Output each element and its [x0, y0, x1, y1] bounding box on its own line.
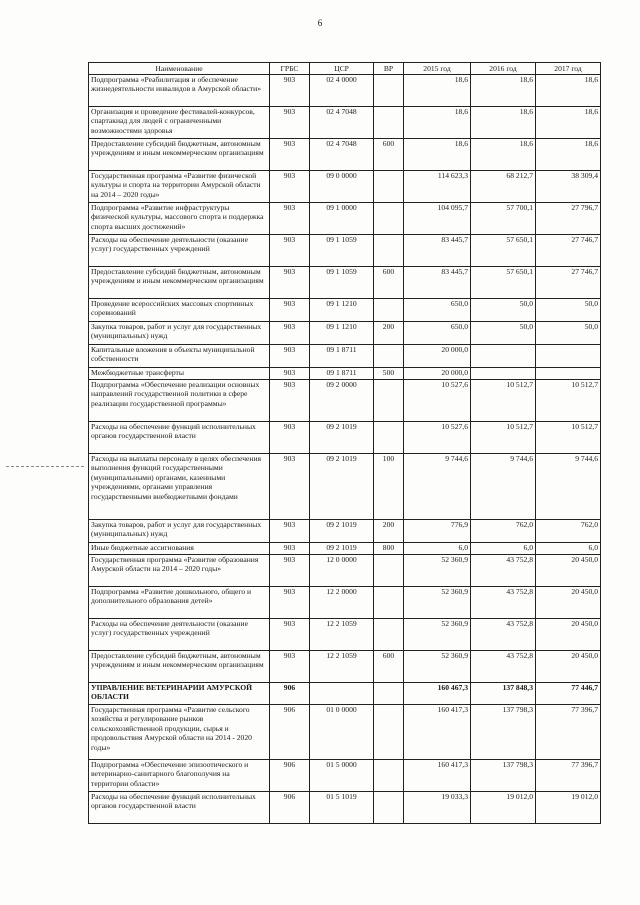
cell-2017: 77 446,7 — [536, 683, 601, 705]
cell-vr — [374, 171, 404, 203]
cell-2015: 52 360,9 — [404, 619, 471, 651]
cell-name: УПРАВЛЕНИЕ ВЕТЕРИНАРИИ АМУРСКОЙ ОБЛАСТИ — [89, 683, 270, 705]
table-row — [89, 368, 601, 380]
table-row — [89, 235, 601, 267]
margin-dash-mark — [6, 466, 84, 467]
header-2015: 2015 год — [404, 63, 471, 75]
cell-2015: 83 445,7 — [404, 267, 471, 299]
cell-2015: 52 360,9 — [404, 651, 471, 683]
cell-2016: 57 700,1 — [471, 203, 536, 235]
cell-2015: 19 033,3 — [404, 792, 471, 824]
header-2017: 2017 год — [536, 63, 601, 75]
table-row — [89, 543, 601, 555]
cell-name: Подпрограмма «Развитие дошкольного, общего и дополнительного образования детей» — [89, 587, 270, 619]
cell-vr — [374, 683, 404, 705]
cell-name: Расходы на обеспечение функций исполнительных органов государственной власти — [89, 422, 270, 454]
cell-name: Расходы на обеспечение деятельности (оказание услуг) государственных учреждений — [89, 235, 270, 267]
cell-name: Расходы на обеспечение функций исполнительных органов государственной власти — [89, 792, 270, 824]
cell-2017 — [536, 368, 601, 380]
cell-csr: 09 1 0000 — [310, 203, 374, 235]
cell-2015: 160 417,3 — [404, 705, 471, 760]
table-row — [89, 422, 601, 454]
cell-2017: 27 746,7 — [536, 267, 601, 299]
cell-vr: 200 — [374, 322, 404, 345]
table-row — [89, 705, 601, 760]
header-vr: ВР — [374, 63, 404, 75]
cell-vr: 800 — [374, 543, 404, 555]
cell-2015: 104 095,7 — [404, 203, 471, 235]
table-row — [89, 139, 601, 171]
cell-grbs: 903 — [270, 555, 310, 587]
cell-vr — [374, 555, 404, 587]
cell-2017: 20 450,0 — [536, 587, 601, 619]
cell-vr — [374, 203, 404, 235]
cell-grbs: 903 — [270, 299, 310, 322]
cell-2016: 10 512,7 — [471, 380, 536, 422]
table-row — [89, 555, 601, 587]
cell-2016: 10 512,7 — [471, 422, 536, 454]
table-row — [89, 107, 601, 139]
cell-2015: 114 623,3 — [404, 171, 471, 203]
cell-2015: 10 527,6 — [404, 380, 471, 422]
cell-vr: 100 — [374, 454, 404, 520]
cell-vr — [374, 299, 404, 322]
header-grbs: ГРБС — [270, 63, 310, 75]
cell-vr: 200 — [374, 520, 404, 543]
cell-vr — [374, 587, 404, 619]
cell-2017: 77 396,7 — [536, 705, 601, 760]
cell-vr — [374, 792, 404, 824]
cell-csr: 09 0 0000 — [310, 171, 374, 203]
cell-2016: 19 012,0 — [471, 792, 536, 824]
cell-grbs: 903 — [270, 171, 310, 203]
cell-name: Подпрограмма «Реабилитация и обеспечение жизнедеятельности инвалидов в Амурской области» — [89, 75, 270, 107]
table-row — [89, 619, 601, 651]
cell-2017: 50,0 — [536, 322, 601, 345]
table-row — [89, 75, 601, 107]
cell-2016: 50,0 — [471, 299, 536, 322]
cell-vr — [374, 345, 404, 368]
cell-grbs: 903 — [270, 619, 310, 651]
cell-2016: 9 744,6 — [471, 454, 536, 520]
cell-2016: 50,0 — [471, 322, 536, 345]
cell-2015: 20 000,0 — [404, 345, 471, 368]
table-row — [89, 380, 601, 422]
table-row — [89, 587, 601, 619]
cell-csr: 02 4 7048 — [310, 139, 374, 171]
cell-2017: 38 309,4 — [536, 171, 601, 203]
cell-vr — [374, 380, 404, 422]
cell-2015: 650,0 — [404, 299, 471, 322]
cell-csr: 12 2 0000 — [310, 587, 374, 619]
cell-2016: 137 798,3 — [471, 760, 536, 792]
cell-vr — [374, 422, 404, 454]
cell-vr: 600 — [374, 139, 404, 171]
cell-2016: 43 752,8 — [471, 651, 536, 683]
cell-2016: 18,6 — [471, 139, 536, 171]
cell-csr — [310, 683, 374, 705]
cell-csr: 09 2 1019 — [310, 543, 374, 555]
cell-grbs: 903 — [270, 345, 310, 368]
header-2016: 2016 год — [471, 63, 536, 75]
cell-2016: 43 752,8 — [471, 619, 536, 651]
cell-vr: 600 — [374, 267, 404, 299]
cell-vr — [374, 107, 404, 139]
cell-grbs: 903 — [270, 235, 310, 267]
cell-2017: 20 450,0 — [536, 619, 601, 651]
table-row — [89, 760, 601, 792]
cell-2017: 18,6 — [536, 139, 601, 171]
table-body — [89, 75, 601, 824]
table-header-row — [89, 63, 601, 75]
cell-2017: 19 012,0 — [536, 792, 601, 824]
cell-2017: 18,6 — [536, 107, 601, 139]
cell-2015: 18,6 — [404, 75, 471, 107]
cell-name: Государственная программа «Развитие сельского хозяйства и регулирование рынков сельскохозяйственной продукции, сырья и продовольствия Амурской области на 2014 - 2020 годы» — [89, 705, 270, 760]
cell-csr: 09 1 8711 — [310, 345, 374, 368]
cell-name: Подпрограмма «Обеспечение реализации основных направлений государственной политики в сфере реализации государственной программы» — [89, 380, 270, 422]
cell-2017: 10 512,7 — [536, 380, 601, 422]
cell-grbs: 906 — [270, 705, 310, 760]
cell-vr — [374, 75, 404, 107]
cell-2016: 68 212,7 — [471, 171, 536, 203]
cell-grbs: 903 — [270, 75, 310, 107]
cell-2016: 43 752,8 — [471, 587, 536, 619]
cell-csr: 09 2 1019 — [310, 520, 374, 543]
cell-2016 — [471, 345, 536, 368]
cell-2017: 20 450,0 — [536, 651, 601, 683]
cell-grbs: 903 — [270, 139, 310, 171]
table-row — [89, 171, 601, 203]
cell-name: Закупка товаров, работ и услуг для государственных (муниципальных) нужд — [89, 322, 270, 345]
cell-name: Проведение всероссийских массовых спортивных соревнований — [89, 299, 270, 322]
cell-vr — [374, 235, 404, 267]
cell-2016: 18,6 — [471, 75, 536, 107]
table-row — [89, 267, 601, 299]
cell-2015: 52 360,9 — [404, 555, 471, 587]
cell-2017: 10 512,7 — [536, 422, 601, 454]
cell-2015: 776,9 — [404, 520, 471, 543]
cell-2016: 43 752,8 — [471, 555, 536, 587]
cell-grbs: 906 — [270, 792, 310, 824]
cell-2016: 18,6 — [471, 107, 536, 139]
cell-grbs: 903 — [270, 454, 310, 520]
cell-name: Подпрограмма «Обеспечение эпизоотического и ветеринарно-санитарного благополучия на территории области» — [89, 760, 270, 792]
cell-grbs: 903 — [270, 368, 310, 380]
cell-2016: 6,0 — [471, 543, 536, 555]
cell-csr: 09 1 1210 — [310, 322, 374, 345]
cell-csr: 12 2 1059 — [310, 651, 374, 683]
cell-grbs: 903 — [270, 422, 310, 454]
cell-2017: 20 450,0 — [536, 555, 601, 587]
cell-2015: 650,0 — [404, 322, 471, 345]
cell-2017: 77 396,7 — [536, 760, 601, 792]
budget-table — [88, 62, 601, 824]
cell-2016 — [471, 368, 536, 380]
table-row — [89, 454, 601, 520]
cell-csr: 12 0 0000 — [310, 555, 374, 587]
table-row — [89, 203, 601, 235]
cell-csr: 09 1 8711 — [310, 368, 374, 380]
table-row — [89, 683, 601, 705]
cell-name: Предоставление субсидий бюджетным, автономным учреждениям и иным некоммерческим организациям — [89, 651, 270, 683]
cell-2015: 9 744,6 — [404, 454, 471, 520]
cell-2016: 57 650,1 — [471, 267, 536, 299]
cell-2017: 9 744,6 — [536, 454, 601, 520]
cell-csr: 01 5 0000 — [310, 760, 374, 792]
cell-grbs: 903 — [270, 587, 310, 619]
cell-2015: 160 417,3 — [404, 760, 471, 792]
cell-name: Капитальные вложения в объекты муниципальной собственности — [89, 345, 270, 368]
cell-2015: 52 360,9 — [404, 587, 471, 619]
cell-grbs: 903 — [270, 107, 310, 139]
cell-2016: 137 848,3 — [471, 683, 536, 705]
table-row — [89, 345, 601, 368]
cell-csr: 01 0 0000 — [310, 705, 374, 760]
cell-csr: 09 1 1059 — [310, 235, 374, 267]
cell-name: Предоставление субсидий бюджетным, автономным учреждениям и иным некоммерческим организациям — [89, 139, 270, 171]
cell-2016: 57 650,1 — [471, 235, 536, 267]
table-row — [89, 520, 601, 543]
cell-2015: 160 467,3 — [404, 683, 471, 705]
cell-csr: 09 1 1210 — [310, 299, 374, 322]
cell-name: Расходы на выплаты персоналу в целях обеспечения выполнения функций государственными (муниципальными) органами, казенными учреждениями, органами управления государственными внебюджетными фондами — [89, 454, 270, 520]
cell-2017: 50,0 — [536, 299, 601, 322]
cell-grbs: 906 — [270, 683, 310, 705]
cell-name: Подпрограмма «Развитие инфраструктуры физической культуры, массового спорта и поддержка спорта высших достижений» — [89, 203, 270, 235]
cell-csr: 09 1 1059 — [310, 267, 374, 299]
cell-2017: 6,0 — [536, 543, 601, 555]
cell-csr: 12 2 1059 — [310, 619, 374, 651]
cell-name: Расходы на обеспечение деятельности (оказание услуг) государственных учреждений — [89, 619, 270, 651]
cell-vr: 600 — [374, 651, 404, 683]
cell-grbs: 903 — [270, 543, 310, 555]
cell-2015: 6,0 — [404, 543, 471, 555]
cell-2015: 18,6 — [404, 139, 471, 171]
cell-grbs: 903 — [270, 651, 310, 683]
page-number: 6 — [317, 18, 323, 28]
cell-grbs: 903 — [270, 203, 310, 235]
cell-vr — [374, 619, 404, 651]
table-row — [89, 792, 601, 824]
cell-csr: 02 4 0000 — [310, 75, 374, 107]
table-row — [89, 322, 601, 345]
cell-csr: 01 5 1019 — [310, 792, 374, 824]
cell-grbs: 906 — [270, 760, 310, 792]
table-row — [89, 651, 601, 683]
table-row — [89, 299, 601, 322]
cell-name: Закупка товаров, работ и услуг для государственных (муниципальных) нужд — [89, 520, 270, 543]
cell-name: Государственная программа «Развитие физической культуры и спорта на территории Амурской области на 2014 – 2020 годы» — [89, 171, 270, 203]
cell-2017 — [536, 345, 601, 368]
cell-2017: 18,6 — [536, 75, 601, 107]
cell-2016: 762,0 — [471, 520, 536, 543]
cell-2017: 762,0 — [536, 520, 601, 543]
cell-grbs: 903 — [270, 322, 310, 345]
cell-2015: 83 445,7 — [404, 235, 471, 267]
cell-grbs: 903 — [270, 267, 310, 299]
cell-name: Межбюджетные трансферты — [89, 368, 270, 380]
cell-vr — [374, 705, 404, 760]
header-name: Наименование — [89, 63, 270, 75]
cell-vr: 500 — [374, 368, 404, 380]
cell-2015: 10 527,6 — [404, 422, 471, 454]
cell-2016: 137 798,3 — [471, 705, 536, 760]
cell-csr: 09 2 1019 — [310, 454, 374, 520]
cell-csr: 09 2 0000 — [310, 380, 374, 422]
cell-grbs: 903 — [270, 380, 310, 422]
cell-name: Организация и проведение фестивалей-конкурсов, спартакиад для людей с ограниченными возможностями здоровья — [89, 107, 270, 139]
cell-2017: 27 796,7 — [536, 203, 601, 235]
cell-name: Иные бюджетные ассигнования — [89, 543, 270, 555]
cell-csr: 09 2 1019 — [310, 422, 374, 454]
cell-name: Предоставление субсидий бюджетным, автономным учреждениям и иным некоммерческим организациям — [89, 267, 270, 299]
cell-name: Государственная программа «Развитие образования Амурской области на 2014 – 2020 годы» — [89, 555, 270, 587]
cell-2017: 27 746,7 — [536, 235, 601, 267]
cell-2015: 18,6 — [404, 107, 471, 139]
cell-vr — [374, 760, 404, 792]
header-csr: ЦСР — [310, 63, 374, 75]
cell-grbs: 903 — [270, 520, 310, 543]
cell-2015: 20 000,0 — [404, 368, 471, 380]
cell-csr: 02 4 7048 — [310, 107, 374, 139]
